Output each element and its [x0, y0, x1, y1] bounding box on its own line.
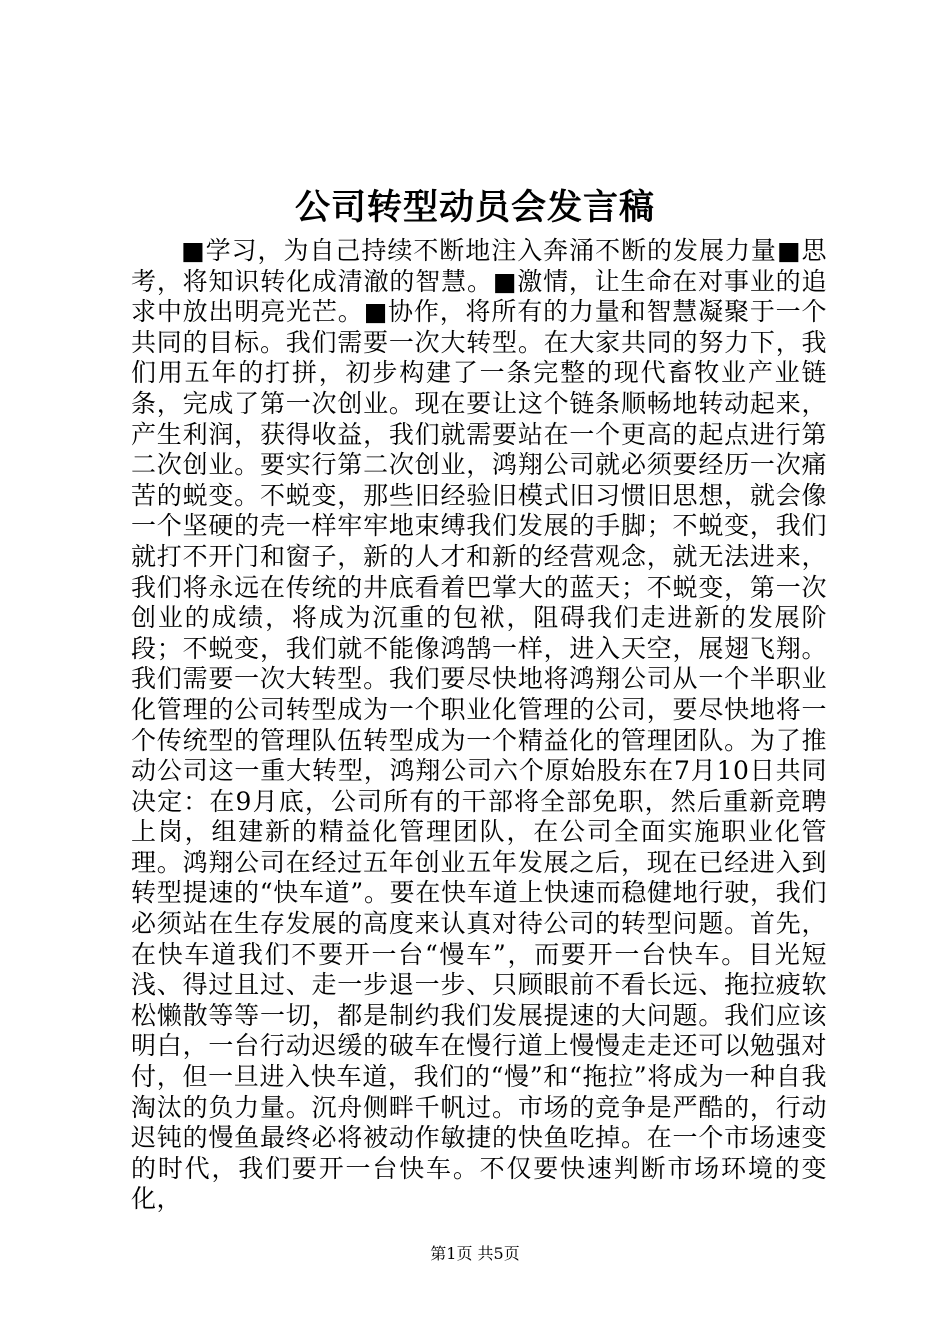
- document-title: 公司转型动员会发言稿: [294, 187, 655, 228]
- document-body-paragraph: ■学习，为自己持续不断地注入奔涌不断的发展力量■思考，将知识转化成清澈的智慧。■激情，让生命在对事业的追求中放出明亮光芒。■协作，将所有的力量和智慧凝聚于一个共同的目标。我们需要一次大转型。在大家共同的努力下，我们用五年的打拼，初步构建了一条完整的现代畜牧业产业链条，完成了第一次创业。现在要让这个链条顺畅地转动起来，产生利润，获得收益，我们就需要站在一个更高的起点进行第二次创业。要实行第二次创业，鸿翔公司就必须要经历一次痛苦的蜕变。不蜕变，那些旧经验旧模式旧习惯旧思想，就会像一个坚硬的壳一样牢牢地束缚我们发展的手脚；不蜕变，我们就打不开门和窗子，新的人才和新的经营观念，就无法进来，我们将永远在传统的井底看着巴掌大的蓝天；不蜕变，第一次创业的成绩，将成为沉重的包袱，阻碍我们走进新的发展阶段；不蜕变，我们就不能像鸿鹄一样，进入天空，展翅飞翔。我们需要一次大转型。我们要尽快地将鸿翔公司从一个半职业化管理的公司转型成为一个职业化管理的公司，要尽快地将一个传统型的管理队伍转型成为一个精益化的管理团队。为了推动公司这一重大转型，鸿翔公司六个原始股东在7月10日共同决定：在9月底，公司所有的干部将全部免职，然后重新竞聘上岗，组建新的精益化管理团队，在公司全面实施职业化管理。鸿翔公司在经过五年创业五年发展之后，现在已经进入到转型提速的“快车道”。要在快车道上快速而稳健地行驶，我们必须站在生存发展的高度来认真对待公司的转型问题。首先，在快车道我们不要开一台“慢车”，而要开一台快车。目光短浅、得过且过、走一步退一步、只顾眼前不看长远、拖拉疲软松懒散等等一切，都是制约我们发展提速的大问题。我们应该明白，一台行动迟缓的破车在慢行道上慢慢走走还可以勉强对付，但一旦进入快车道，我们的“慢”和“拖拉”将成为一种自我淘汰的负力量。沉舟侧畔千帆过。市场的竞争是严酷的，行动迟钝的慢鱼最终必将被动作敏捷的快鱼吃掉。在一个市场速变的时代，我们要开一台快车。不仅要快速判断市场环境的变化，: [131, 236, 827, 1214]
- page-number-footer: 第1页 共5页: [430, 1244, 520, 1263]
